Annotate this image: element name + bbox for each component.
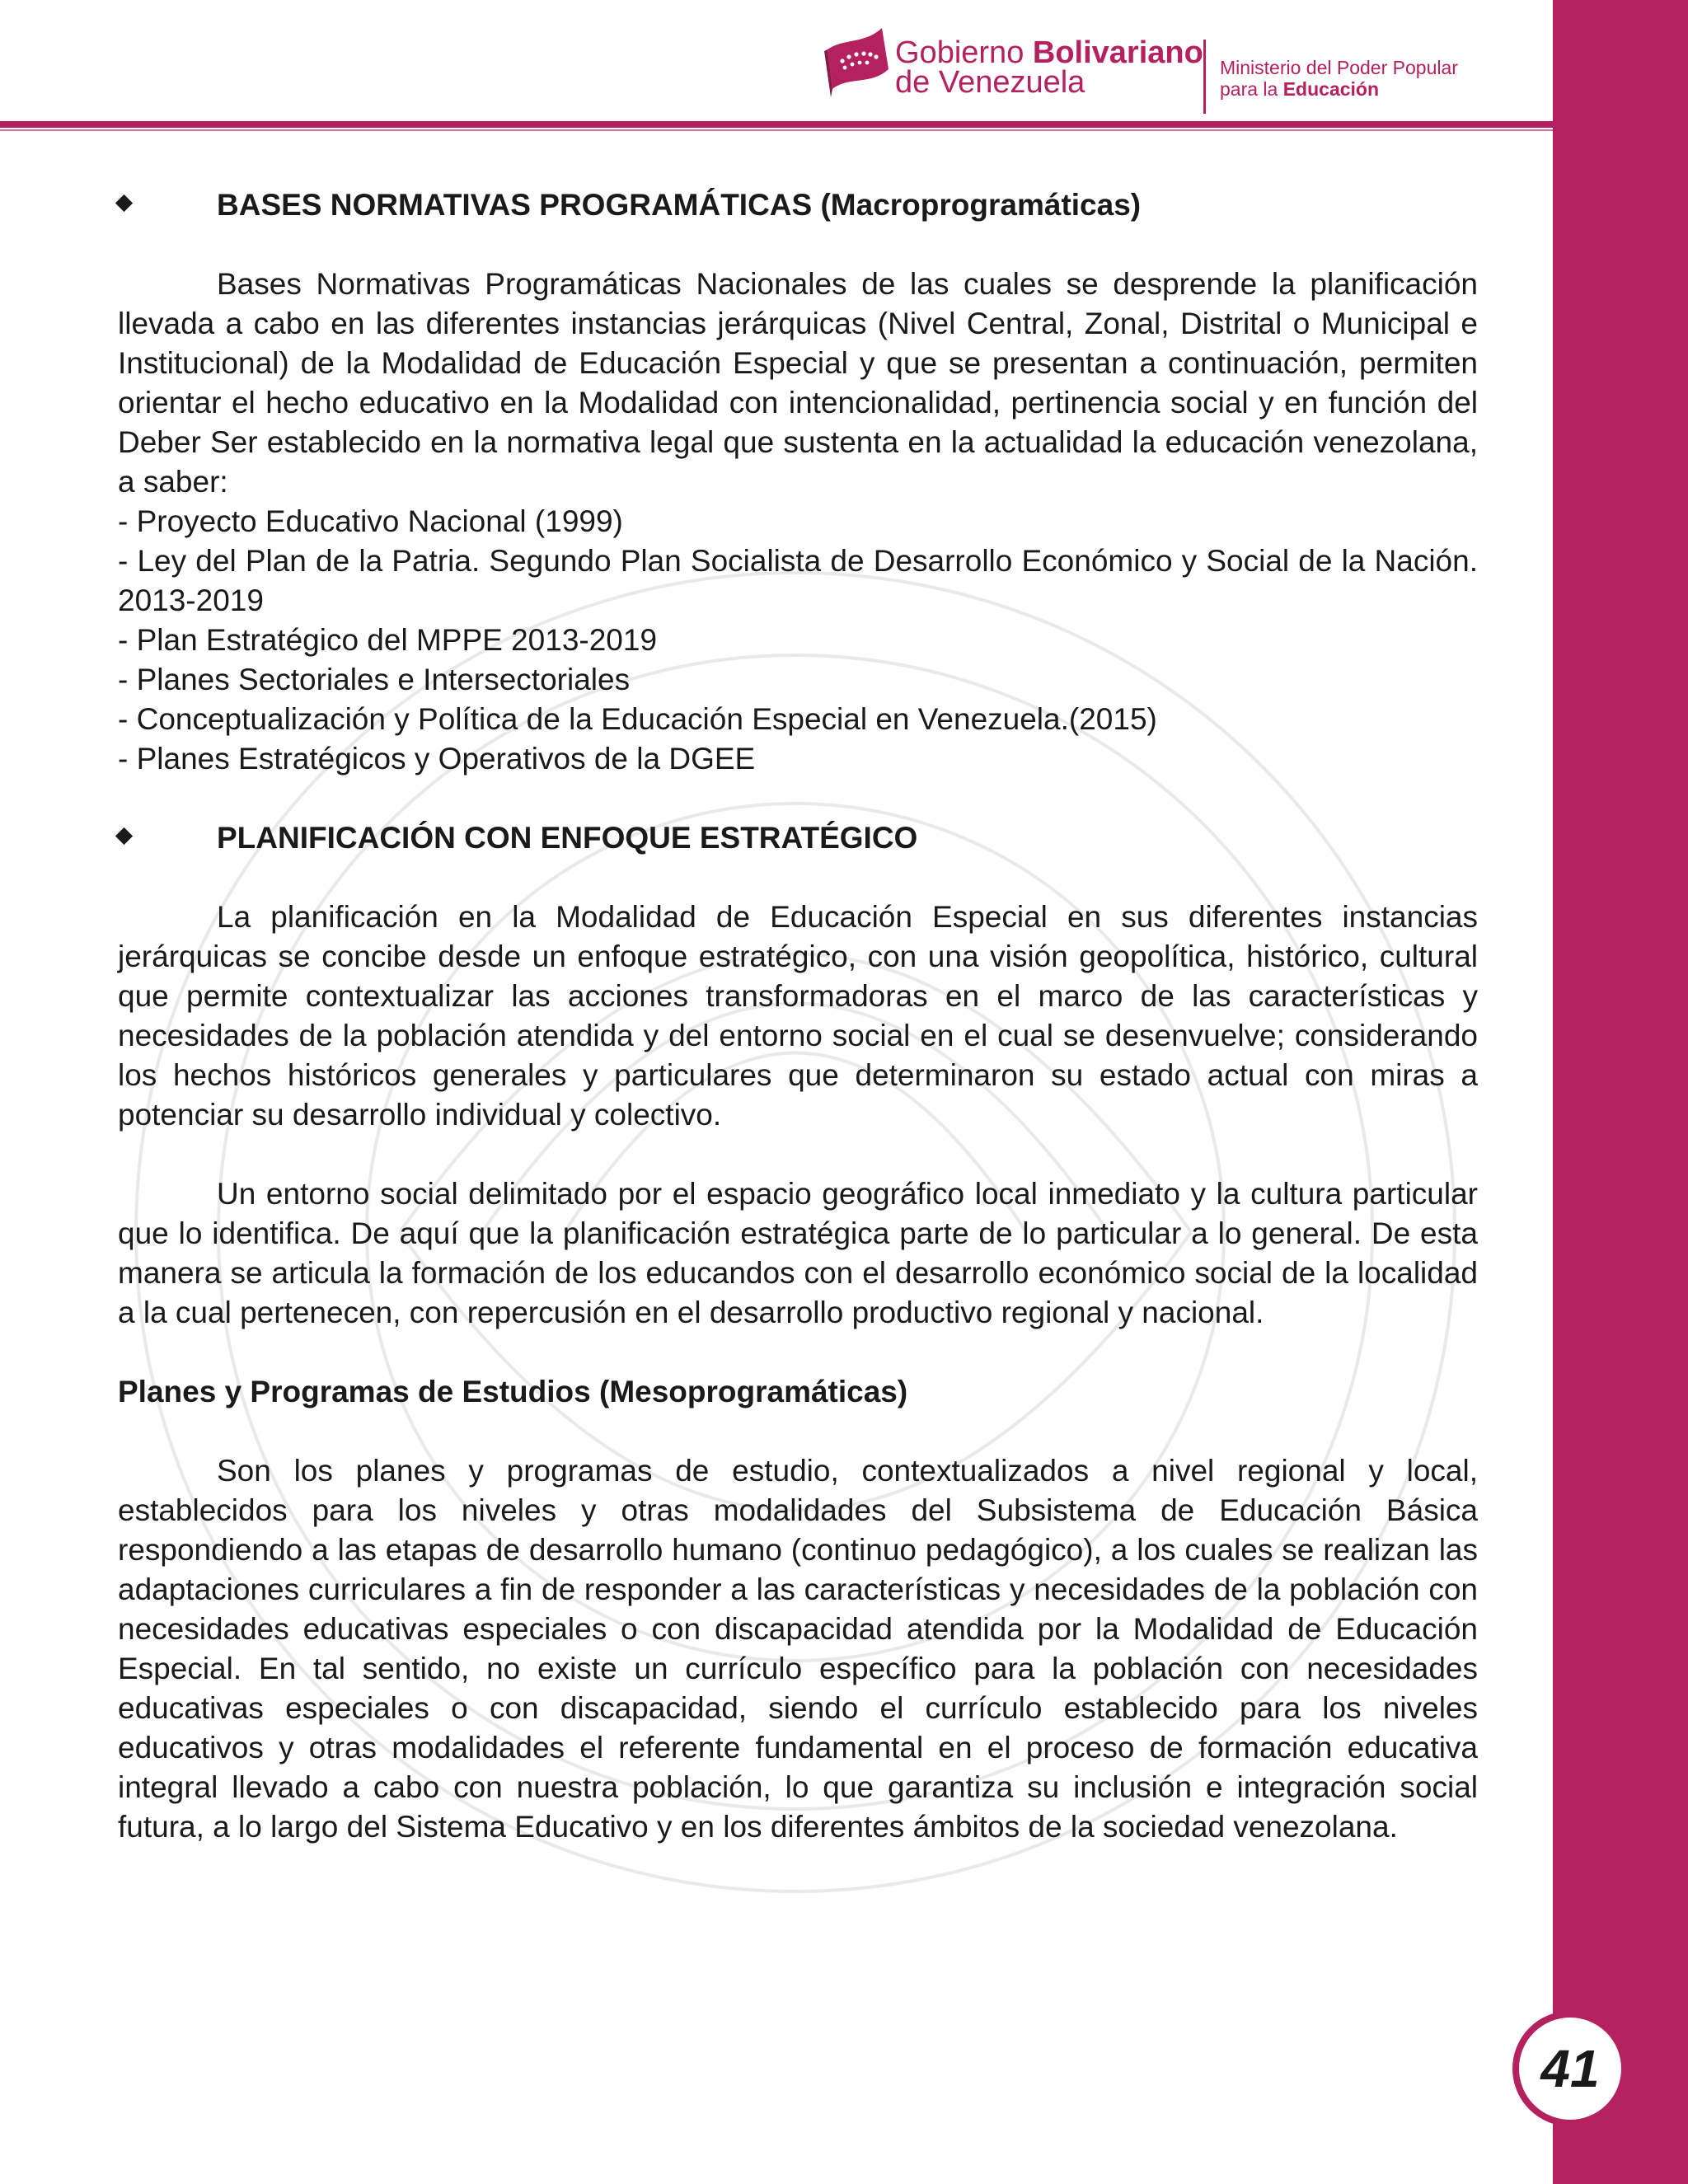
page-content — [118, 185, 1478, 1847]
list-item: - Conceptualización y Política de la Educación Especial en Venezuela.(2015) — [118, 702, 1157, 736]
section-heading-strategic: PLANIFICACIÓN CON ENFOQUE ESTRATÉGICO — [118, 818, 1478, 858]
section-heading-meso: Planes y Programas de Estudios (Mesoprogramáticas) — [118, 1375, 908, 1408]
side-accent-strip — [1553, 0, 1688, 2184]
list-item: - Ley del Plan de la Patria. Segundo Plan Socialista de Desarrollo Económico y Social de la Nación. 2013-2019 — [118, 544, 1478, 617]
section1-paragraph: Bases Normativas Programáticas Nacionales de las cuales se desprende la planificación llevada a cabo en las diferentes instancias jerárquicas (Nivel Central, Zonal, Distrital o Municipal e Institucional) de la Modalidad de Educación Especial y que se presentan a continuación, permiten orientar el hecho educativo en la Modalidad con intencionalidad, pertinencia social y en función del Deber Ser establecido en la normativa legal que sustenta en la actualidad la educación venezolana, a saber: — [118, 267, 1478, 499]
section2-paragraph-2: Un entorno social delimitado por el espacio geográfico local inmediato y la cultura particular que lo identifica. De aquí que la planificación estratégica parte de lo particular a lo general. De esta manera se articula la formación de los educandos con el desarrollo económico social de la localidad a la cual pertenecen, con repercusión en el desarrollo productivo regional y nacional. — [118, 1177, 1478, 1329]
diamond-bullet-icon — [115, 827, 133, 845]
section2-paragraph-1: La planificación en la Modalidad de Educación Especial en sus diferentes instancias jerárquicas se concibe desde un enfoque estratégico, con una visión geopolítica, histórico, cultural que permite contextualizar las acciones transformadoras en el marco de las características y necesidades de la población atendida y del entorno social en el cual se desenvuelve; considerando los hechos históricos generales y particulares que determinaron su estado actual con miras a potenciar su desarrollo individual y colectivo. — [118, 900, 1478, 1132]
list-item: - Planes Sectoriales e Intersectoriales — [118, 663, 631, 696]
list-item: - Planes Estratégicos y Operativos de la DGEE — [118, 742, 756, 776]
section3-paragraph: Son los planes y programas de estudio, contextualizados a nivel regional y local, establecidos para los niveles y otras modalidades del Subsistema de Educación Básica respondiendo a las etapas de desarrollo humano (continuo pedagógico), a los cuales se realizan las adaptaciones curriculares a fin de responder a las características y necesidades de la población con necesidades educativas especiales o con discapacidad atendida por la Modalidad de Educación Especial. En tal sentido, no existe un currículo específico para la población con necesidades educativas especiales o con discapacidad, siendo el currículo establecido para los niveles educativos y otras modalidades el referente fundamental en el proceso de formación educativa integral llevado a cabo con nuestra población, lo que garantiza su inclusión e integración social futura, a lo largo del Sistema Educativo y en los diferentes ámbitos de la sociedad venezolana. — [118, 1454, 1478, 1844]
page-number-badge — [1512, 2011, 1628, 2126]
venezuela-flag-icon — [824, 21, 895, 101]
page-number: 41 — [1540, 2039, 1600, 2098]
section-heading-macro: BASES NORMATIVAS PROGRAMÁTICAS (Macroprogramáticas) — [118, 185, 1478, 225]
header-rule — [0, 121, 1553, 128]
logo-separator — [1203, 40, 1206, 114]
government-logo-text: Gobierno Bolivariano de Venezuela — [895, 35, 1203, 100]
list-item: - Plan Estratégico del MPPE 2013-2019 — [118, 623, 658, 657]
header-rule-thin — [0, 129, 1553, 131]
list-item: - Proyecto Educativo Nacional (1999) — [118, 504, 623, 538]
diamond-bullet-icon — [115, 194, 133, 212]
header-logo — [824, 20, 1500, 110]
ministry-logo-text: Ministerio del Poder Popular para la Educación — [1220, 57, 1458, 100]
